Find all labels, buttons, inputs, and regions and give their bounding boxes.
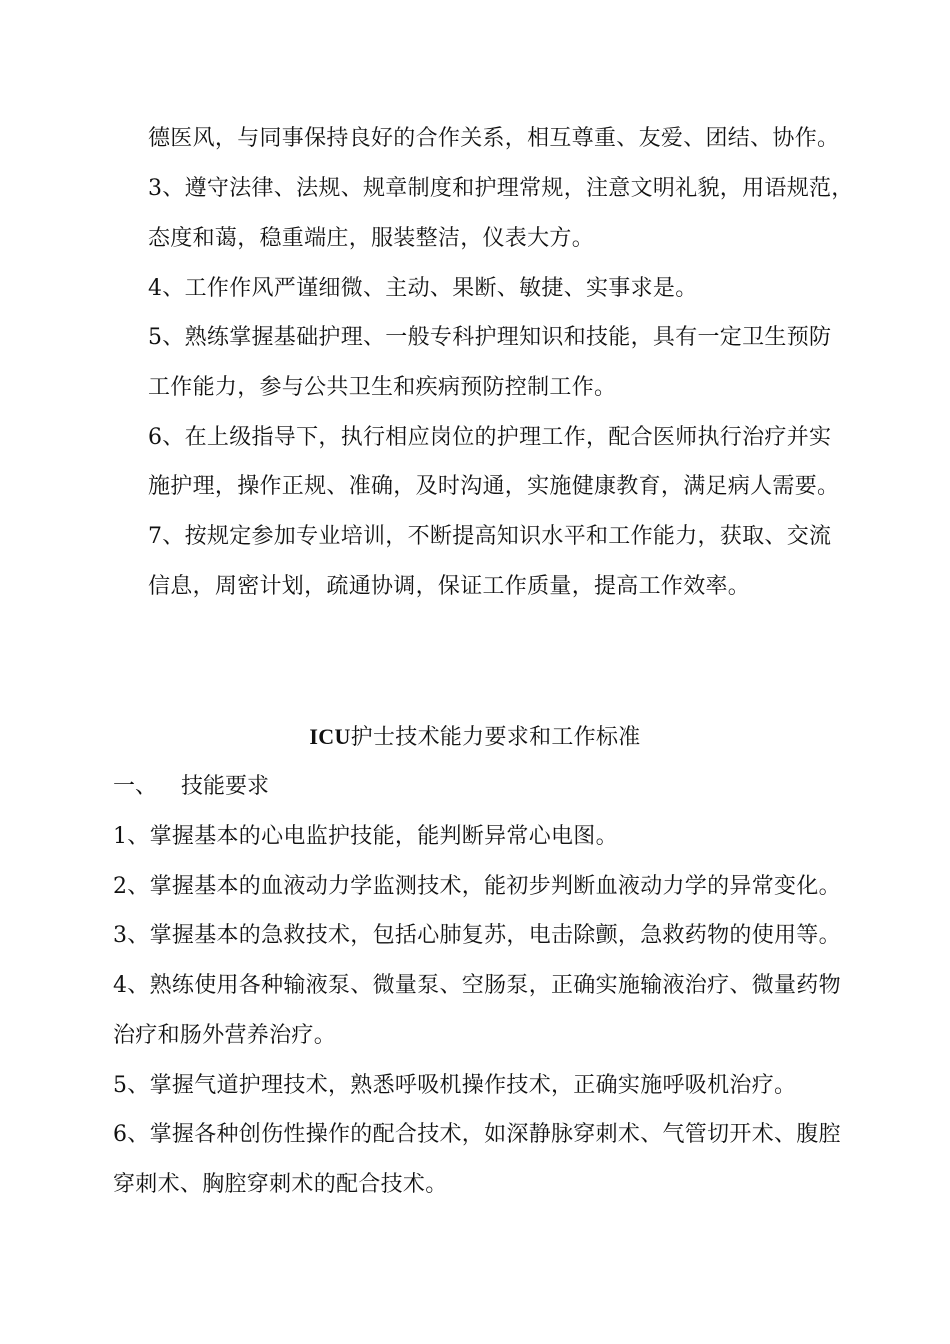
text-line: 态度和蔼，稳重端庄，服装整洁，仪表大方。	[148, 226, 595, 251]
list-item: 穿刺术、胸腔穿刺术的配合技术。	[113, 1172, 448, 1197]
list-item: 2、掌握基本的血液动力学监测技术，能初步判断血液动力学的异常变化。	[113, 874, 841, 899]
text-line: 4、工作作风严谨细微、主动、果断、敏捷、实事求是。	[148, 276, 698, 301]
heading-prefix: ICU	[309, 724, 351, 749]
list-item: 4、熟练使用各种输液泵、微量泵、空肠泵，正确实施输液治疗、微量药物	[113, 973, 841, 998]
text-line: 7、按规定参加专业培训，不断提高知识水平和工作能力，获取、交流	[148, 524, 832, 549]
subsection-title: 技能要求	[181, 774, 270, 799]
section-heading	[0, 722, 950, 753]
list-item: 3、掌握基本的急救技术，包括心肺复苏，电击除颤，急救药物的使用等。	[113, 923, 841, 948]
subsection-number: 一、	[113, 774, 158, 799]
text-line: 工作能力，参与公共卫生和疾病预防控制工作。	[148, 375, 617, 400]
list-item: 治疗和肠外营养治疗。	[113, 1023, 337, 1048]
list-item: 5、掌握气道护理技术，熟悉呼吸机操作技术，正确实施呼吸机治疗。	[113, 1073, 797, 1098]
text-line: 3、遵守法律、法规、规章制度和护理常规，注意文明礼貌，用语规范，	[148, 176, 854, 201]
text-line: 施护理，操作正规、准确，及时沟通，实施健康教育，满足病人需要。	[148, 474, 840, 499]
text-line: 信息，周密计划，疏通协调，保证工作质量，提高工作效率。	[148, 574, 751, 599]
text-line: 5、熟练掌握基础护理、一般专科护理知识和技能，具有一定卫生预防	[148, 325, 832, 350]
text-line: 德医风，与同事保持良好的合作关系，相互尊重、友爱、团结、协作。	[148, 126, 840, 151]
text-line: 6、在上级指导下，执行相应岗位的护理工作，配合医师执行治疗并实	[148, 425, 832, 450]
list-item: 6、掌握各种创伤性操作的配合技术，如深静脉穿刺术、气管切开术、腹腔	[113, 1122, 841, 1147]
list-item: 1、掌握基本的心电监护技能，能判断异常心电图。	[113, 824, 618, 849]
heading-text: 护士技术能力要求和工作标准	[350, 725, 641, 750]
